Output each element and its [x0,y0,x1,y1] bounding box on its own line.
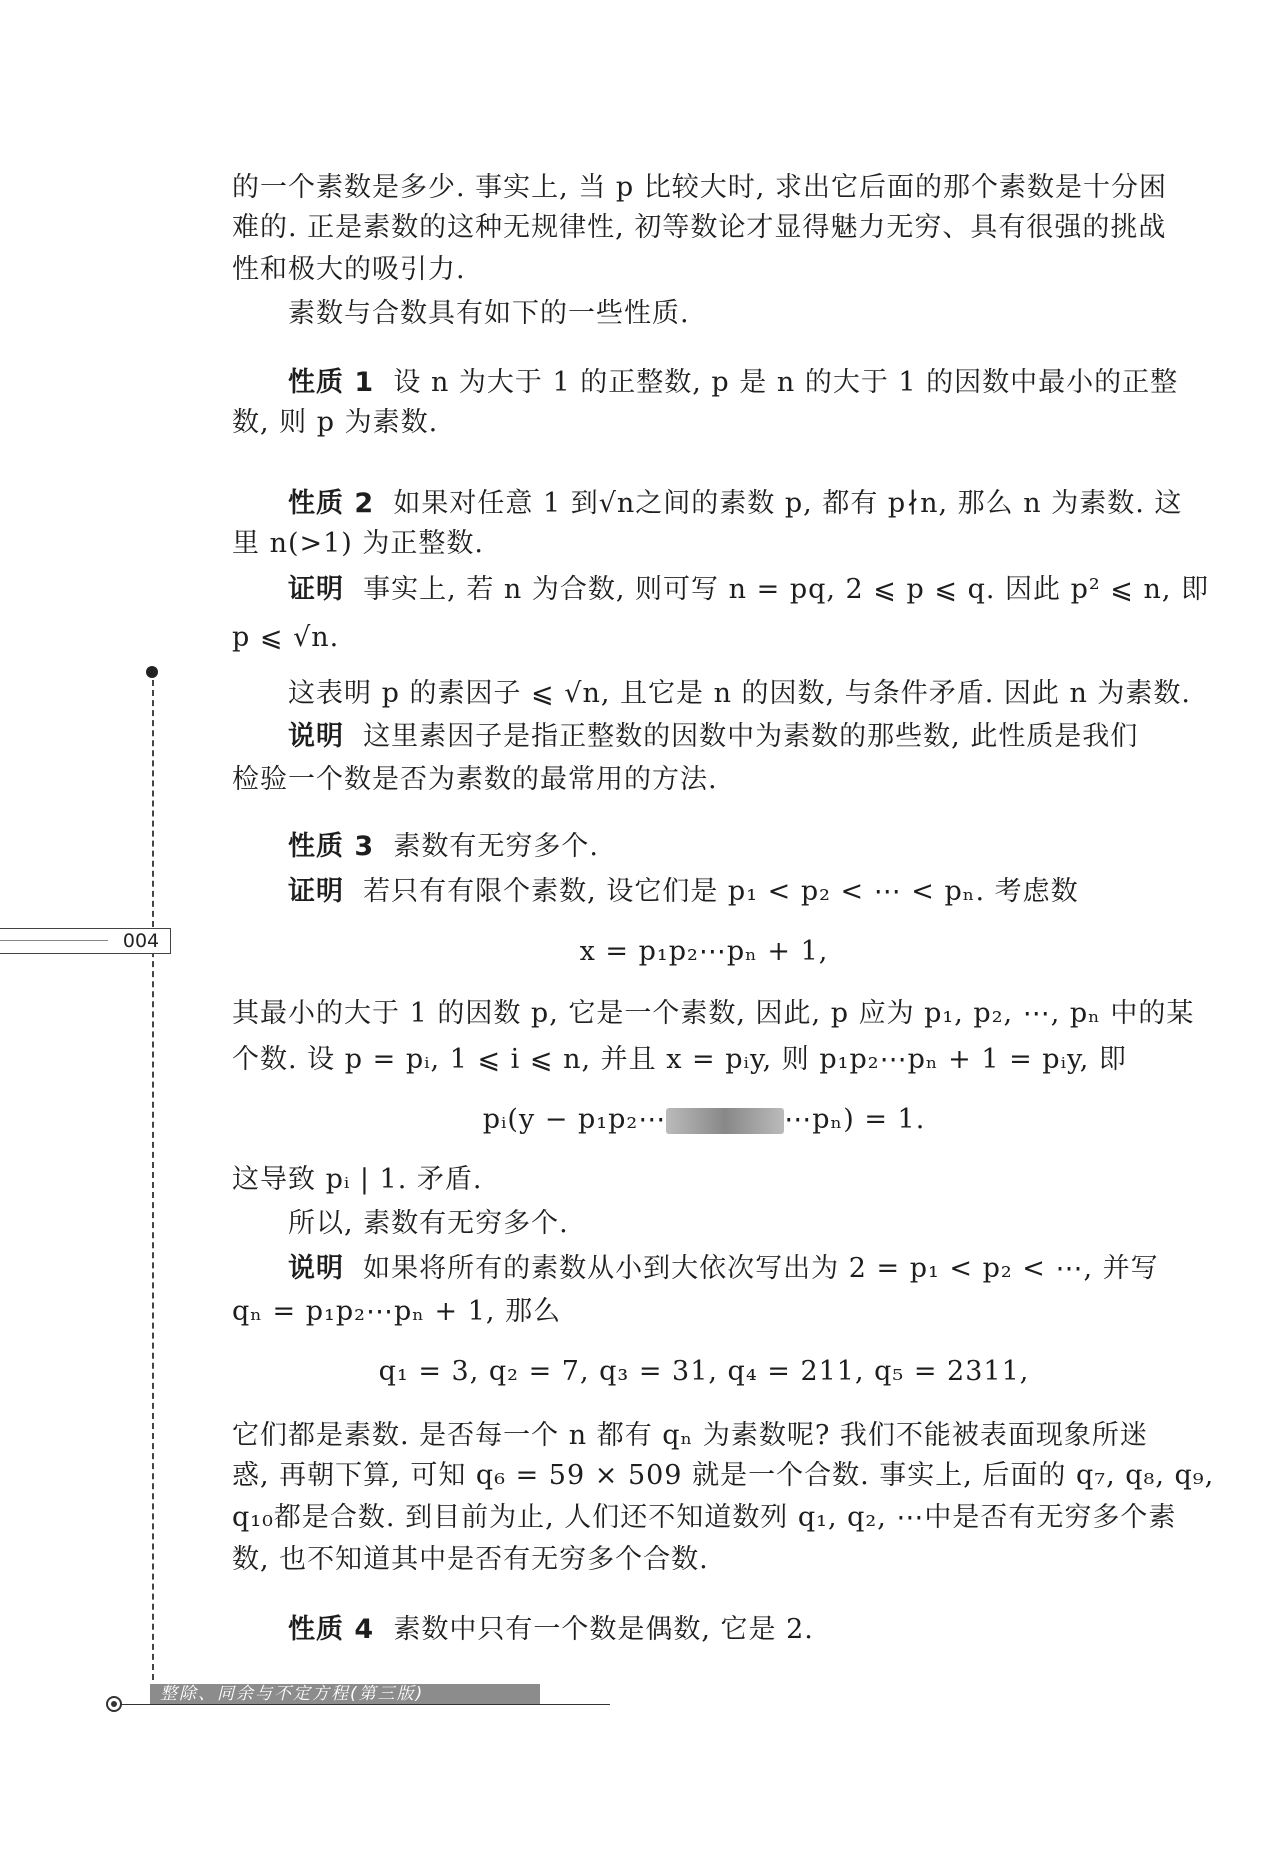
text-line: 这表明 p 的素因子 ⩽ √n, 且它是 n 的因数, 与条件矛盾. 因此 n 为素数. [288,678,1192,709]
text-line: 它们都是素数. 是否每一个 n 都有 qₙ 为素数呢? 我们不能被表面现象所迷 [232,1420,1148,1451]
text-line: 素数有无穷多个. [393,831,599,862]
equation: q₁ = 3, q₂ = 7, q₃ = 31, q₄ = 211, q₅ = 2311, [378,1356,1030,1387]
text-line: 若只有有限个素数, 设它们是 p₁ < p₂ < ⋯ < pₙ. 考虑数 [363,876,1079,907]
text-line: 事实上, 若 n 为合数, 则可写 n = pq, 2 ⩽ p ⩽ q. 因此 p² ⩽ n, 即 [363,574,1210,605]
property-1 [232,365,1179,401]
text-line: 其最小的大于 1 的因数 p, 它是一个素数, 因此, p 应为 p₁, p₂, ⋯, pₙ 中的某 [232,998,1195,1029]
note-1 [232,719,1176,755]
text-line: p ⩽ √n. [232,622,340,653]
text-line: 个数. 设 p = pᵢ, 1 ⩽ i ⩽ n, 并且 x = pᵢy, 则 p₁p₂⋯pₙ + 1 = pᵢy, 即 [232,1044,1127,1075]
note-2 [232,1251,1176,1287]
text-line: 惑, 再朝下算, 可知 q₆ = 59 × 509 就是一个合数. 事实上, 后面的 q₇, q₈, q₉, [232,1460,1215,1491]
text-line: 的一个素数是多少. 事实上, 当 p 比较大时, 求出它后面的那个素数是十分困 [232,172,1167,203]
text-line: 如果将所有的素数从小到大依次写出为 2 = p₁ < p₂ < ⋯, 并写 [363,1253,1159,1284]
text-line: 数, 则 p 为素数. [232,407,439,438]
property-4 [232,1612,1176,1648]
text-line: 设 n 为大于 1 的正整数, p 是 n 的大于 1 的因数中最小的正整 [393,367,1179,398]
equation: x = p₁p₂⋯pₙ + 1, [579,936,829,967]
page-number-rule [0,940,108,941]
equation-part: ⋯pₙ) = 1. [784,1104,926,1135]
property-2 [232,486,1183,522]
text-line: 所以, 素数有无穷多个. [288,1208,569,1239]
note-label: 说明 [288,721,344,752]
equation [232,1102,1176,1138]
footer-book-title: 整除、同余与不定方程(第三版) [150,1684,540,1704]
text-line: 素数中只有一个数是偶数, 它是 2. [393,1614,814,1645]
page-number-tab [0,928,171,954]
text-line: 性和极大的吸引力. [232,254,466,285]
equation-part: pᵢ(y − p₁p₂⋯ [482,1104,667,1135]
text-line: q₁₀都是合数. 到目前为止, 人们还不知道数列 q₁, q₂, ⋯中是否有无穷多个素 [232,1502,1177,1533]
running-footer [100,1684,610,1712]
property-label: 性质 1 [288,367,375,398]
proof-label: 证明 [288,876,344,907]
text-line: 素数与合数具有如下的一些性质. [288,298,690,329]
text-line: 检验一个数是否为素数的最常用的方法. [232,764,718,795]
property-label: 性质 2 [288,488,375,519]
margin-dashed-line [152,680,154,1680]
text-line: 如果对任意 1 到√n之间的素数 p, 都有 p∤n, 那么 n 为素数. 这 [393,488,1183,519]
page-number: 004 [112,929,170,953]
proof-2 [232,874,1176,910]
redacted-patch [666,1108,784,1134]
footer-circle-icon [106,1696,122,1712]
text-line: 这里素因子是指正整数的因数中为素数的那些数, 此性质是我们 [363,721,1139,752]
margin-dot [146,666,158,678]
proof-1 [232,572,1210,608]
property-label: 性质 3 [288,831,375,862]
text-line: 难的. 正是素数的这种无规律性, 初等数论才显得魅力无穷、具有很强的挑战 [232,212,1167,243]
property-label: 性质 4 [288,1614,375,1645]
note-label: 说明 [288,1253,344,1284]
text-line: 数, 也不知道其中是否有无穷多个合数. [232,1544,709,1575]
proof-label: 证明 [288,574,344,605]
footer-line [120,1704,610,1705]
property-3 [232,829,1176,865]
text-line: qₙ = p₁p₂⋯pₙ + 1, 那么 [232,1296,562,1327]
text-line: 里 n(>1) 为正整数. [232,528,485,559]
text-line: 这导致 pᵢ | 1. 矛盾. [232,1164,483,1195]
